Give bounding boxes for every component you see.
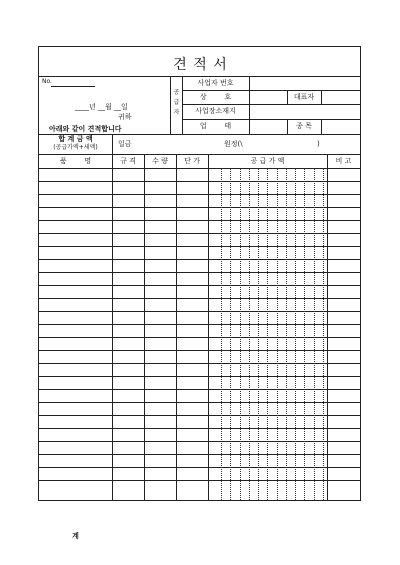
business-item-label: 종 목 (296, 122, 312, 130)
digit-separator (314, 168, 315, 500)
document-title: 견 적 서 (173, 57, 228, 73)
table-row-line (39, 233, 360, 234)
table-row-line (39, 181, 360, 182)
header-note: 비 고 (335, 157, 352, 165)
footer-total-label: 계 (72, 532, 79, 540)
total-sub-label: (공급가액+세액) (53, 144, 98, 151)
to-label: 귀하 (118, 113, 132, 121)
representative-divider-right (321, 90, 322, 104)
table-row-line (39, 428, 360, 429)
business-item-divider-right (321, 119, 322, 134)
table-row-line (39, 311, 360, 312)
total-close-paren: ) (317, 140, 320, 148)
no-label: No. (42, 78, 52, 85)
table-row-line (39, 337, 360, 338)
estimate-sheet (38, 46, 361, 540)
header-supply-amount: 공 급 가 액 (250, 157, 285, 165)
header-qty: 수 량 (152, 157, 168, 165)
table-row-line (39, 194, 360, 195)
table-row-line (39, 220, 360, 221)
representative-label: 대표자 (293, 93, 315, 101)
table-row-line (39, 415, 360, 416)
table-column-line (208, 154, 209, 500)
total-won-text: 원정(\ (224, 140, 243, 148)
table-row-line (39, 467, 360, 468)
table-row-line (39, 246, 360, 247)
table-column-line (144, 154, 145, 500)
digit-separator (221, 168, 222, 500)
table-row-line (39, 454, 360, 455)
digit-separator (240, 168, 241, 500)
total-prefix: 일금 (118, 140, 132, 148)
business-type-label: 업 태 (199, 122, 232, 130)
table-header-divider (39, 168, 360, 169)
reg-no-label: 사업자 번호 (197, 79, 234, 87)
table-column-line (327, 154, 328, 500)
digit-separator (230, 168, 231, 500)
table-row-line (39, 324, 360, 325)
total-label-divider (112, 134, 113, 154)
digit-separator (249, 168, 250, 500)
table-column-line (112, 154, 113, 500)
digit-separator (277, 168, 278, 500)
supplier-row-3-bottom (182, 119, 360, 120)
table-row-line (39, 363, 360, 364)
supplier-vertical-label-2: 급 (173, 99, 180, 106)
header-spec: 규 격 (120, 157, 136, 165)
company-label: 상 호 (199, 93, 232, 101)
supplier-vertical-label-1: 공 (173, 89, 180, 96)
digit-separator (286, 168, 287, 500)
title-divider (39, 76, 360, 77)
supplier-value-divider (249, 76, 250, 134)
digit-separator (258, 168, 259, 500)
table-row-line (39, 350, 360, 351)
supplier-row-2-bottom (182, 104, 360, 105)
table-row-line (39, 285, 360, 286)
estimate-statement: 아래와 같이 견적합니다 (49, 125, 122, 133)
table-row-line (39, 207, 360, 208)
no-underline (51, 86, 95, 87)
table-row-line (39, 480, 360, 481)
digit-separator (267, 168, 268, 500)
table-row-line (39, 259, 360, 260)
header-item: 품 명 (59, 157, 92, 165)
date-line: ____년 __월 __일 (75, 103, 128, 111)
address-label: 사업장소재지 (195, 107, 236, 115)
table-row-line (39, 389, 360, 390)
supplier-row-1-bottom (182, 90, 360, 91)
supplier-vertical-label-3: 자 (173, 109, 180, 116)
table-column-line (176, 154, 177, 500)
table-row-line (39, 376, 360, 377)
table-row-line (39, 298, 360, 299)
table-row-line (39, 402, 360, 403)
item-table (39, 154, 360, 540)
digit-separator (295, 168, 296, 500)
table-row-line (39, 272, 360, 273)
total-label: 합 계 금 액 (58, 135, 93, 143)
table-row-line (39, 441, 360, 442)
header-unit-price: 단 가 (184, 157, 200, 165)
digit-separator (323, 168, 324, 500)
digit-separator (304, 168, 305, 500)
